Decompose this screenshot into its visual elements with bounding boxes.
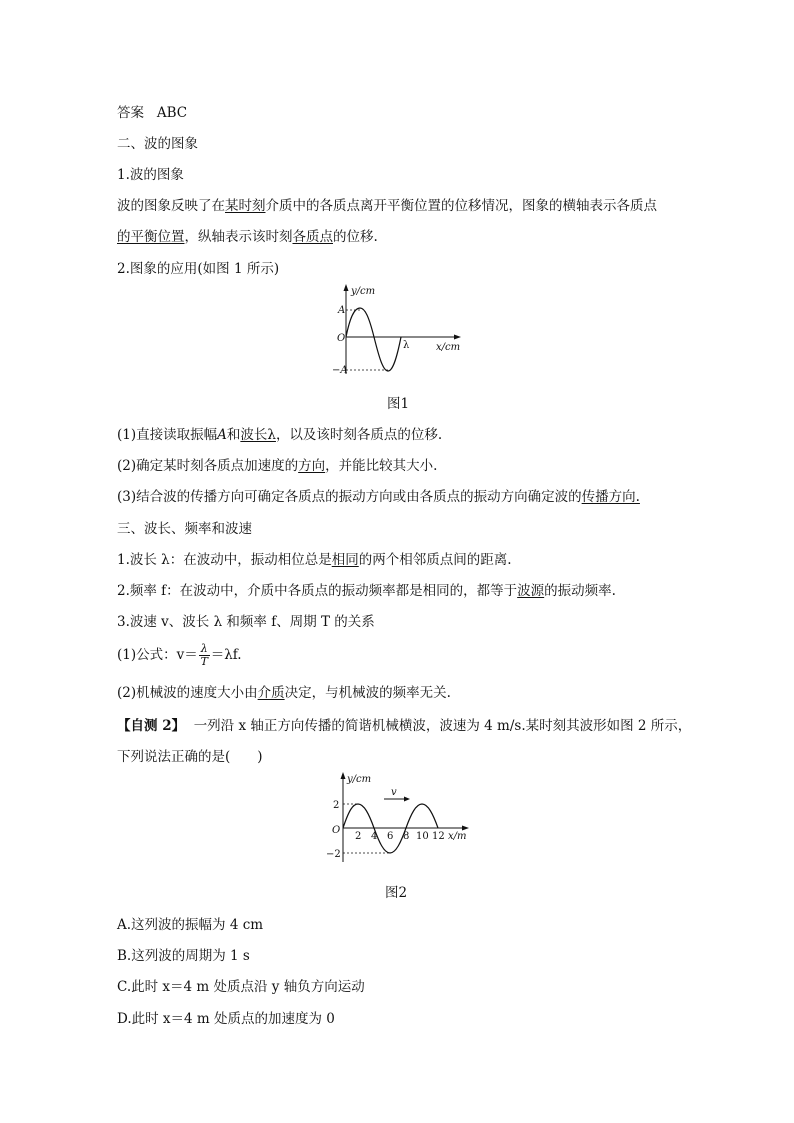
fig2-xtick-12: 12: [432, 831, 445, 842]
text: ，纵轴表示该时刻: [184, 229, 293, 245]
section3-heading: 三、波长、频率和波速: [117, 521, 252, 537]
text: 一列沿 x 轴正方向传播的简谐机械横波，波速为 4 m/s.某时刻其波形如图 2 所示，: [193, 718, 692, 734]
fig1-amp-pos-label: A: [338, 305, 346, 316]
option-d: D.此时 x＝4 m 处质点的加速度为 0: [117, 1011, 335, 1027]
fig2-xtick-10: 10: [416, 831, 429, 842]
fig2-xtick-6: 6: [387, 831, 394, 842]
relation-line: 3.波速 v、波长 λ 和频率 f、周期 T 的关系: [117, 614, 375, 630]
underlined-term: 传播方向.: [581, 489, 640, 505]
answer-line: [117, 104, 187, 122]
text: 波的图象反映了在: [117, 198, 225, 214]
fig1-xlabel: x/cm: [436, 342, 461, 353]
text: ，以及该时刻各质点的位移.: [275, 427, 443, 443]
section2-paragraph-line1: [117, 197, 657, 215]
text: 介质中的各质点离开平衡位置的位移情况，图象的横轴表示各质点: [265, 198, 657, 214]
option-b: B.这列波的周期为 1 s: [117, 948, 250, 964]
item-1: [117, 426, 442, 444]
underlined-term: 波源: [517, 583, 545, 599]
underlined-term: 某时刻: [225, 198, 266, 214]
text: 决定，与机械波的频率无关.: [284, 685, 451, 701]
fig2-yneg-label: −2: [326, 849, 341, 860]
figure-1-wave-graph: [330, 282, 465, 378]
section2-sub1: 1.波的图象: [117, 167, 184, 183]
fraction-lambda-over-T: [199, 643, 210, 668]
fig1-wave-curve: [346, 308, 401, 371]
option-a: A.这列波的振幅为 4 cm: [117, 917, 264, 933]
fig2-velocity-arrowhead: [404, 797, 410, 802]
text: 的振动频率.: [544, 583, 616, 599]
fig2-ylabel: y/cm: [347, 774, 372, 785]
text: 和: [226, 427, 241, 443]
figure-2-wave-graph: [324, 770, 474, 866]
underlined-term: 介质: [257, 685, 285, 701]
fig2-xtick-8: 8: [403, 831, 410, 842]
fig2-xlabel: x/m: [448, 831, 467, 842]
text: (2)机械波的速度大小由: [117, 685, 258, 701]
fig1-x-arrow: [454, 335, 461, 340]
figure-1-caption: 图1: [387, 396, 410, 412]
answer-value: ABC: [156, 105, 188, 121]
fig1-y-arrow: [344, 284, 349, 291]
selftest-question-line1: [117, 717, 691, 735]
fig2-x-arrow: [462, 826, 469, 831]
text: (1)公式：v＝: [117, 647, 198, 663]
speed-medium-line: [117, 684, 451, 702]
text: 1.波长 λ：在波动中，振动相位总是: [117, 552, 332, 568]
item-3: [117, 488, 640, 506]
section2-sub2: 2.图象的应用(如图 1 所示): [117, 261, 280, 277]
fig2-xtick-2: 2: [355, 831, 362, 842]
fig2-origin-label: O: [332, 825, 341, 836]
answer-label: 答案: [117, 105, 144, 121]
text: 2.频率 f：在波动中，介质中各质点的振动频率都是相同的，都等于: [117, 583, 518, 599]
fig1-ylabel: y/cm: [351, 286, 376, 297]
frequency-line: [117, 582, 616, 600]
underlined-term: 方向: [298, 458, 326, 474]
section2-paragraph-line2: [117, 228, 378, 246]
selftest-question-line2: 下列说法正确的是( ): [117, 749, 263, 765]
fraction-denominator: T: [200, 655, 208, 668]
text: (1)直接读取振幅: [117, 427, 218, 443]
fig2-v-label: v: [391, 787, 397, 798]
section2-heading: 二、波的图象: [117, 136, 198, 152]
fig2-ypos-label: 2: [333, 800, 340, 811]
underlined-term: 的平衡位置: [117, 229, 185, 245]
text: ＝λf.: [210, 647, 242, 663]
fig1-lambda-label: λ: [403, 340, 410, 351]
fig1-amp-neg-label: −A: [332, 365, 348, 376]
fig2-y-arrow: [341, 772, 346, 779]
underlined-term: 各质点: [292, 229, 333, 245]
text: ，并能比较其大小.: [325, 458, 438, 474]
text: 的两个相邻质点间的距离.: [358, 552, 512, 568]
fig1-origin-label: O: [337, 333, 346, 344]
fig2-xtick-4: 4: [371, 831, 378, 842]
symbol-A: A: [217, 427, 227, 443]
wavelength-line: [117, 551, 512, 569]
text: 的位移.: [333, 229, 378, 245]
item-2: [117, 457, 437, 475]
formula-line: [117, 642, 242, 668]
selftest-tag: 【自测 2】: [117, 718, 186, 734]
text: (3)结合波的传播方向可确定各质点的振动方向或由各质点的振动方向确定波的: [117, 489, 582, 505]
underlined-term: 相同: [331, 552, 359, 568]
text: (2)确定某时刻各质点加速度的: [117, 458, 299, 474]
underlined-term: 波长λ: [240, 427, 276, 443]
fraction-numerator: λ: [200, 642, 208, 655]
figure-2-caption: 图2: [385, 885, 408, 901]
option-c: C.此时 x＝4 m 处质点沿 y 轴负方向运动: [117, 979, 365, 995]
